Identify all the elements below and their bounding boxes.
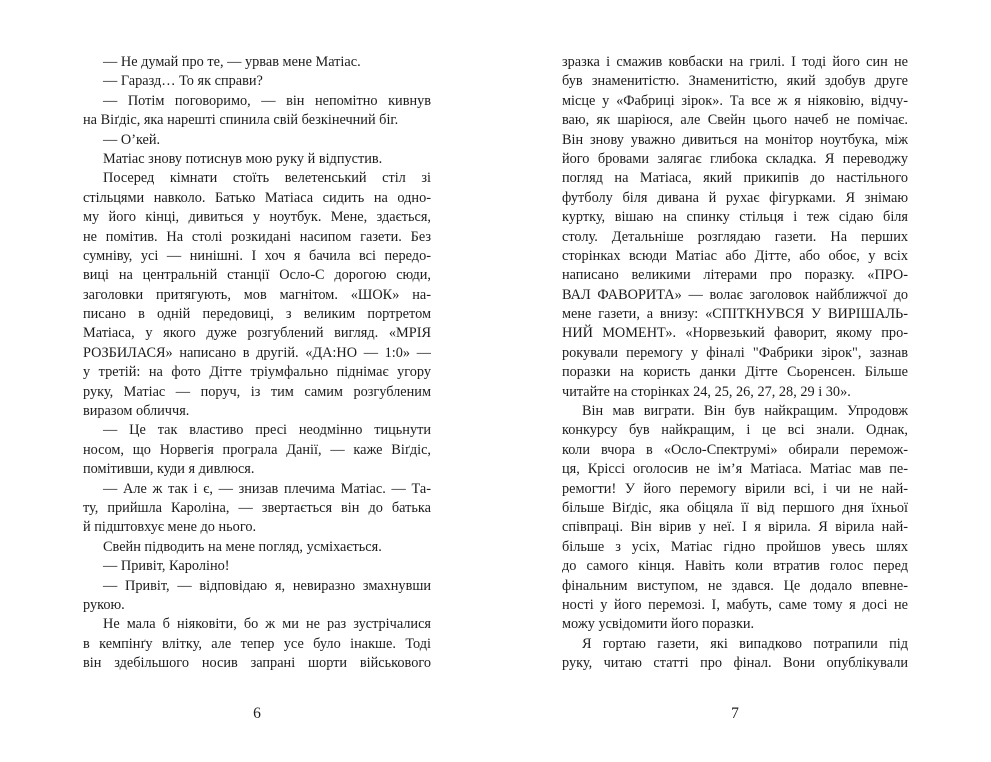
text-line: — О’кей. xyxy=(103,131,161,148)
text-line: НИЙ МОМЕНТ». «Норвезький фаворит, якому про- xyxy=(562,325,908,342)
text-line: співпраці. Він вірив у неї. І я вірила. Я вірила най- xyxy=(562,519,908,536)
text-line: на Віґдіс, яка нарешті спинила свій безкінечний біг. xyxy=(83,112,399,129)
text-line: заголовки притягують, мов магнітом. «ШОК» на- xyxy=(83,286,431,303)
text-line: виразом обличчя. xyxy=(83,403,190,420)
text-line: Я гортаю газети, які випадково потрапили під xyxy=(582,635,908,652)
text-line: Він знову уважно дивиться на монітор ноутбука, між xyxy=(562,131,908,148)
page-right-text-block xyxy=(562,53,908,674)
text-line: його бровами залягає глибока складка. Я переводжу xyxy=(562,150,908,167)
text-line: руку, читаю статті про фінал. Вони опублікували xyxy=(562,655,908,672)
text-line: до самого кінця. Навіть коли втратив голос перед xyxy=(562,558,908,575)
text-line: куртку, вішаю на спинку стільця і теж сідаю біля xyxy=(562,209,908,226)
text-line: Матіаса, у якого дуже розгублений вигляд. «МРІЯ xyxy=(83,325,431,342)
text-line: футболу біля дивана й рухає фігурками. Я знімаю xyxy=(562,189,908,206)
text-line: місце у «Фабриці зірок». Та все ж я ніяковію, відчу- xyxy=(562,92,908,109)
text-line: читайте на сторінках 24, 25, 26, 27, 28, 29 і 30». xyxy=(562,383,851,400)
text-line: РОЗБИЛАСЯ» написано в другій. «ДА:НО — 1:0» — xyxy=(83,344,431,361)
text-line: стільцями навколо. Батько Матіаса сидить на одно- xyxy=(83,189,431,206)
text-line: — Не думай про те, — урвав мене Матіас. xyxy=(103,54,361,70)
text-line: й підштовхує мене до нього. xyxy=(83,519,257,536)
text-line: мене газети, а внизу: «СПІТКНУВСЯ У ВИРІШАЛЬ- xyxy=(562,306,908,323)
text-line: ту, прийшла Кароліна, — звертається він до батька xyxy=(83,499,431,516)
text-line: був знаменитістю. Знаменитістю, який здобув друге xyxy=(562,73,908,90)
text-line: носом, що Норвегія програла Данії, — каже Віґдіс, xyxy=(83,441,431,458)
text-line: в кемпінґу влітку, але тепер усе було інакше. Тоді xyxy=(83,635,431,652)
text-line: руку, Матіас — поруч, із тим самим розгубленим xyxy=(83,383,431,400)
page-right-number: 7 xyxy=(731,705,739,722)
text-line: — Це так властиво пресі неодмінно тицьнути xyxy=(103,422,431,439)
text-line: фінальним виступом, не здався. Це додало впевне- xyxy=(562,577,908,594)
text-line: конкурсу був найкращим, і це всі знали. Однак, xyxy=(562,422,908,439)
text-line: поразки на користь данки Дітте Сьоренсен. Більше xyxy=(562,364,908,381)
text-line: у третій: на фото Дітте тріумфально піднімає угору xyxy=(83,364,431,381)
text-line: зразка і смажив ковбаски на грилі. І тоді його син не xyxy=(562,54,908,70)
page-left-text-block xyxy=(83,53,431,674)
text-line: Він мав виграти. Він був найкращим. Упродовж xyxy=(582,403,908,420)
text-line: написано великими літерами про поразку. «ПРО- xyxy=(562,267,908,284)
text-line: столу. Детальніше розглядаю газети. На перших xyxy=(562,228,908,245)
text-line: — Гаразд… То як справи? xyxy=(103,73,263,90)
text-line: ВАЛ ФАВОРИТА» — волає заголовок найближчої до xyxy=(562,286,908,303)
text-line: виці на центральній станції Осло-С дорогою сюди, xyxy=(83,267,431,284)
text-line: більше Віґдіс, яка обіцяла її від першого дня їхньої xyxy=(562,499,908,516)
text-line: — Привіт, — відповідаю я, невиразно змахнувши xyxy=(103,577,431,594)
text-line: писано в одній передовиці, з великим портретом xyxy=(83,306,431,323)
text-line: Не мала б ніяковіти, бо ж ми не раз зустрічалися xyxy=(103,616,431,633)
text-line: ності у його перемозі. І, мабуть, саме тому я досі не xyxy=(562,596,908,613)
text-line: він здебільшого носив запрані шорти військового xyxy=(83,655,431,672)
text-line: рукою. xyxy=(83,596,125,613)
text-line: ремогти! У його перемогу вірили всі, і чи не най- xyxy=(562,480,908,497)
text-line: помітивши, куди я дивлюся. xyxy=(83,461,255,478)
text-line: — Але ж так і є, — знизав плечима Матіас. — Та- xyxy=(103,480,431,497)
text-line: рокували перемогу у фіналі "Фабрики зірок", зазнав xyxy=(562,344,908,361)
text-line: сумніву, усі — нинішні. І хоч я бачила всі передо- xyxy=(83,247,431,264)
page-left-number: 6 xyxy=(253,705,261,722)
text-line: коли вчора в «Осло-Спектрумі» обирали перемож- xyxy=(562,441,908,458)
text-line: погляд на Матіаса, який прикипів до настільного xyxy=(562,170,908,187)
text-line: Посеред кімнати стоїть велетенський стіл зі xyxy=(103,170,431,187)
text-line: Свейн підводить на мене погляд, усміхається. xyxy=(103,538,382,555)
text-line: сторінках всюди Матіас або Дітте, або обоє, у всіх xyxy=(562,247,908,264)
text-line: — Потім поговоримо, — він непомітно кивнув xyxy=(103,92,431,109)
text-line: більше з усіх, Матіас гідно пройшов увесь шлях xyxy=(562,538,908,555)
text-line: Матіас знову потиснув мою руку й відпустив. xyxy=(103,150,383,167)
text-line: не помітив. На столі розкидані насипом газети. Без xyxy=(83,228,431,245)
text-line: му його кінці, дивиться у ноутбук. Мене, здається, xyxy=(83,209,431,226)
text-line: ваю, як шаріюся, але Свейн цього начеб не помічає. xyxy=(562,112,908,129)
text-line: можу усвідомити його поразки. xyxy=(562,616,755,633)
text-line: ця, Кріссі оголосив не ім’я Матіаса. Матіас мав пе- xyxy=(562,461,908,478)
text-line: — Привіт, Кароліно! xyxy=(103,558,230,575)
